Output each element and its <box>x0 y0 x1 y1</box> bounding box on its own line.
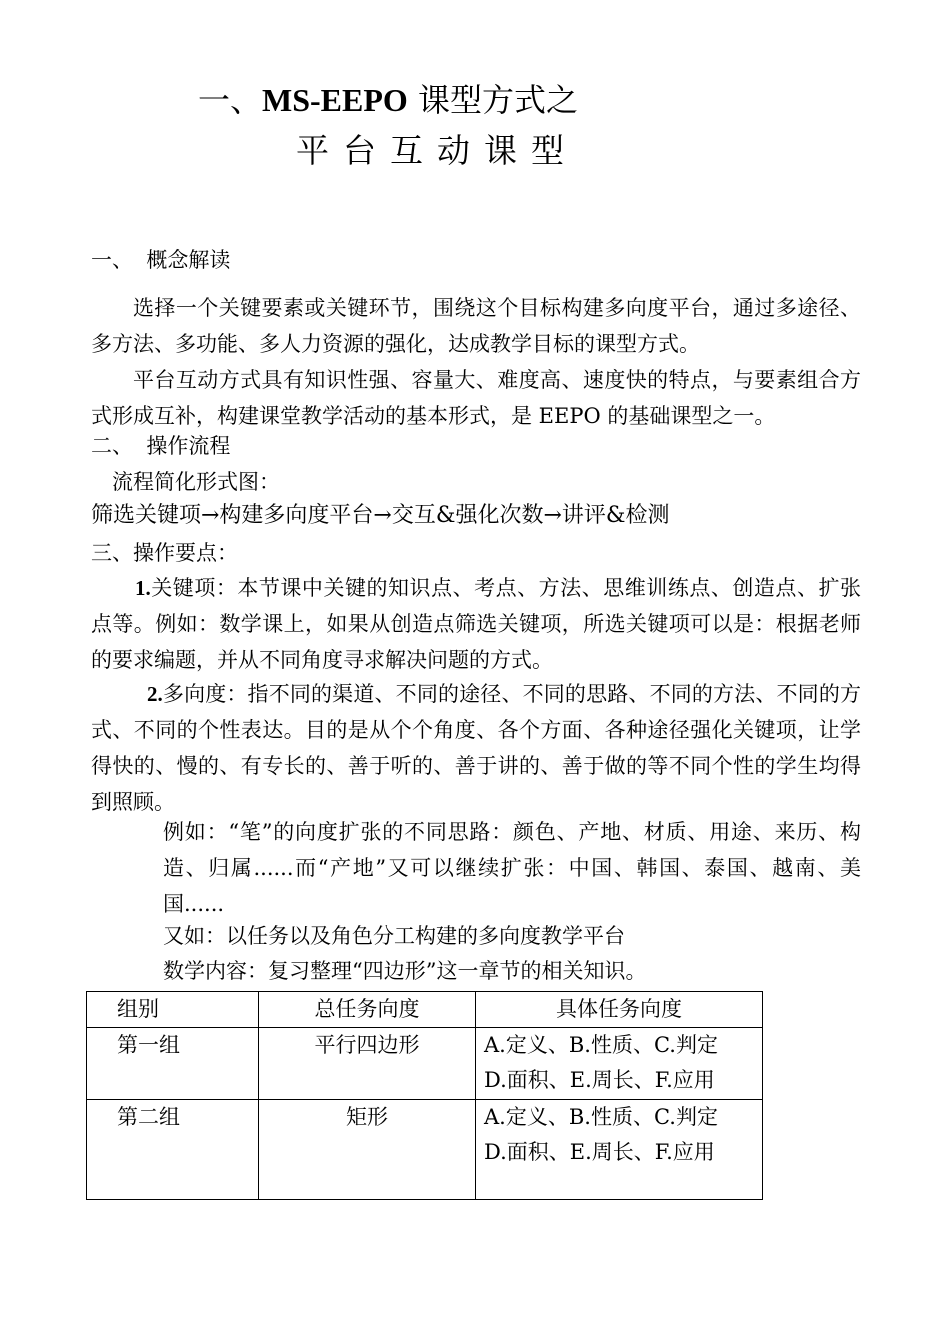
section3-heading: 三、操作要点： <box>91 541 238 565</box>
title-suffix: 课型方式之 <box>407 81 578 119</box>
document-title <box>198 81 578 119</box>
table-cell-group: 第一组 <box>87 1028 259 1100</box>
table-cell-task: 平行四边形 <box>259 1028 476 1100</box>
example-math-content: 数学内容：复习整理“四边形”这一章节的相关知识。 <box>163 959 647 983</box>
table-header-group: 组别 <box>87 992 259 1028</box>
table-cell-group: 第二组 <box>87 1100 259 1200</box>
section2-heading: 二、 操作流程 <box>91 434 231 458</box>
table-cell-detail <box>476 1100 763 1200</box>
flow-diagram-text: 筛选关键项→构建多向度平台→交互&强化次数→讲评&检测 <box>91 503 670 528</box>
detail-line-1: A.定义、B.性质、C.判定 <box>484 1033 718 1057</box>
detail-line-2: D.面积、E.周长、F.应用 <box>484 1140 715 1164</box>
section1-paragraph-2: 平台互动方式具有知识性强、容量大、难度高、速度快的特点，与要素组合方式形成互补，构建课堂教学活动的基本形式，是 EEPO 的基础课型之一。 <box>91 368 861 428</box>
section1-heading: 一、 概念解读 <box>91 248 231 272</box>
table-row <box>87 1100 763 1200</box>
table-header-task: 总任务向度 <box>259 992 476 1028</box>
table-cell-detail <box>476 1028 763 1100</box>
table-cell-task: 矩形 <box>259 1100 476 1200</box>
point-1-number: 1. <box>135 576 151 600</box>
section1-paragraph-1: 选择一个关键要素或关键环节，围绕这个目标构建多向度平台，通过多途径、多方法、多功能、多人力资源的强化，达成教学目标的课型方式。 <box>91 296 861 356</box>
detail-line-2: D.面积、E.周长、F.应用 <box>484 1068 715 1092</box>
title-bold: MS-EEPO <box>262 82 408 118</box>
table-header-row <box>87 992 763 1028</box>
table-header-detail: 具体任务向度 <box>476 992 763 1028</box>
flow-subtitle: 流程简化形式图： <box>112 470 280 494</box>
point-2-number: 2. <box>147 682 163 706</box>
task-table <box>86 991 763 1200</box>
document-subtitle: 平台互动课型 <box>296 131 578 170</box>
example-pen: 例如：“笔”的向度扩张的不同思路：颜色、产地、材质、用途、来历、构造、归属......而“产地”又可以继续扩张：中国、韩国、泰国、越南、美国...... <box>163 820 861 916</box>
title-prefix: 一、 <box>198 81 263 119</box>
table-row <box>87 1028 763 1100</box>
point-1-text: 关键项：本节课中关键的知识点、考点、方法、思维训练点、创造点、扩张点等。例如：数学课上，如果从创造点筛选关键项，所选关键项可以是：根据老师的要求编题，并从不同角度寻求解决问题的方式。 <box>91 576 861 672</box>
point-2-text: 多向度：指不同的渠道、不同的途径、不同的思路、不同的方法、不同的方式、不同的个性表达。目的是从个个角度、各个方面、各种途径强化关键项，让学得快的、慢的、有专长的、善于听的、善于讲的、善于做的等不同个性的学生均得到照顾。 <box>91 682 861 814</box>
point-2-paragraph <box>91 676 861 820</box>
example-task-platform: 又如：以任务以及角色分工构建的多向度教学平台 <box>163 924 625 948</box>
point-1-paragraph <box>91 570 861 678</box>
detail-line-1: A.定义、B.性质、C.判定 <box>484 1105 718 1129</box>
